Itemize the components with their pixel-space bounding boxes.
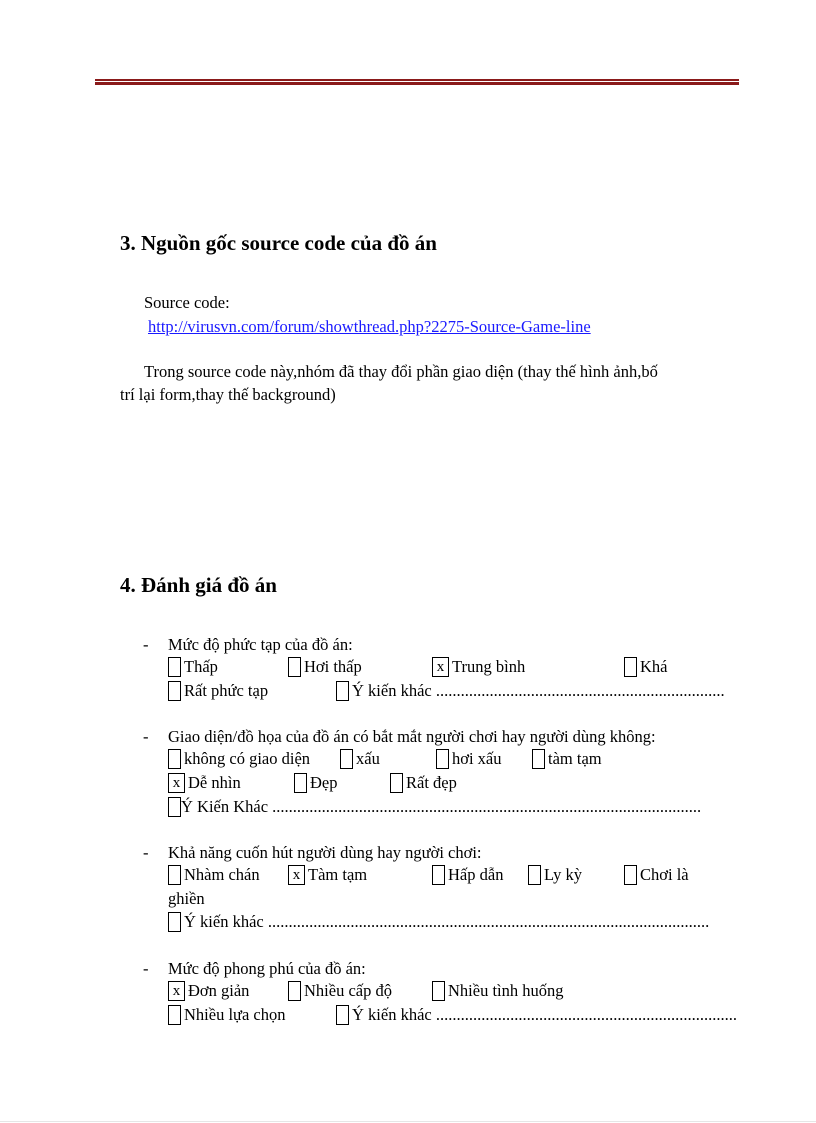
q4-option-don-gian[interactable]: x Đơn giản — [168, 980, 249, 1002]
q2-label: Giao diện/đồ họa của đồ án có bắt mắt người chơi hay người dùng không: — [168, 727, 656, 746]
checkbox[interactable] — [168, 749, 181, 769]
q2-option-dep[interactable]: Đẹp — [294, 772, 338, 794]
section3-paragraph-line2: trí lại form,thay thế background) — [120, 385, 336, 404]
checkbox[interactable]: x — [168, 773, 185, 793]
q2-option-rat-dep[interactable]: Rất đẹp — [390, 772, 457, 794]
checkbox[interactable] — [624, 657, 637, 677]
q1-option-thap[interactable]: Thấp — [168, 656, 218, 678]
q1-label: Mức độ phức tạp của đồ án: — [168, 635, 353, 654]
q1-option-rat-phuc-tap[interactable]: Rất phức tạp — [168, 680, 268, 702]
q3-option-ly-ky[interactable]: Ly kỳ — [528, 864, 582, 886]
q3-option-hap-dan[interactable]: Hấp dẫn — [432, 864, 503, 886]
checkbox[interactable] — [336, 681, 349, 701]
checkbox[interactable] — [624, 865, 637, 885]
bullet-q1: - — [143, 635, 149, 654]
q4-option-nhieu-tinh-huong[interactable]: Nhiều tình huống — [432, 980, 564, 1002]
q4-option-y-kien-khac[interactable]: Ý kiến khác ......................................................................... — [336, 1004, 737, 1026]
bullet-q4: - — [143, 959, 149, 978]
checkbox[interactable]: x — [288, 865, 305, 885]
checkbox[interactable] — [168, 681, 181, 701]
checkbox[interactable] — [340, 749, 353, 769]
q3-option-y-kien-khac[interactable]: Ý kiến khác ........................................................................................................... — [168, 911, 709, 933]
q4-label: Mức độ phong phú của đồ án: — [168, 959, 366, 978]
q3-option-tam-tam[interactable]: x Tàm tạm — [288, 864, 367, 886]
q2-option-tam-tam[interactable]: tàm tạm — [532, 748, 602, 770]
checkbox[interactable] — [168, 1005, 181, 1025]
checkbox[interactable] — [436, 749, 449, 769]
q4-option-nhieu-lua-chon[interactable]: Nhiều lựa chọn — [168, 1004, 286, 1026]
source-code-label: Source code: — [144, 293, 230, 312]
checkbox[interactable]: x — [168, 981, 185, 1001]
checkbox[interactable] — [532, 749, 545, 769]
page-bottom-edge — [0, 1121, 816, 1122]
checkbox[interactable] — [288, 981, 301, 1001]
q1-option-kha[interactable]: Khá — [624, 656, 668, 678]
source-code-link[interactable]: http://virusvn.com/forum/showthread.php?2275-Source-Game-line — [148, 317, 591, 336]
section3-heading: 3. Nguồn gốc source code của đồ án — [120, 231, 437, 255]
checkbox[interactable] — [168, 912, 181, 932]
header-rule-bottom — [95, 82, 739, 85]
q2-option-hoi-xau[interactable]: hơi xấu — [436, 748, 502, 770]
q2-option-xau[interactable]: xấu — [340, 748, 380, 770]
checkbox[interactable] — [168, 865, 181, 885]
q4-option-nhieu-cap-do[interactable]: Nhiều cấp độ — [288, 980, 392, 1002]
q2-option-de-nhin[interactable]: x Dễ nhìn — [168, 772, 241, 794]
checkbox[interactable] — [432, 865, 445, 885]
checkbox[interactable] — [390, 773, 403, 793]
checkbox[interactable] — [294, 773, 307, 793]
q1-option-hoi-thap[interactable]: Hơi thấp — [288, 656, 362, 678]
q3-option-nham-chan[interactable]: Nhàm chán — [168, 864, 260, 886]
q1-option-trung-binh[interactable]: x Trung bình — [432, 656, 525, 678]
section4-heading: 4. Đánh giá đồ án — [120, 573, 277, 597]
checkbox[interactable] — [336, 1005, 349, 1025]
q2-option-y-kien-khac[interactable]: Ý Kiến Khác ........................................................................................................ — [168, 796, 701, 818]
checkbox[interactable] — [528, 865, 541, 885]
q3-option-choi-la-ghien[interactable]: Chơi là — [624, 864, 689, 886]
checkbox[interactable] — [168, 657, 181, 677]
checkbox[interactable] — [288, 657, 301, 677]
checkbox[interactable]: x — [432, 657, 449, 677]
checkbox[interactable] — [432, 981, 445, 1001]
section3-paragraph-line1: Trong source code này,nhóm đã thay đổi phần giao diện (thay thế hình ảnh,bố — [144, 362, 658, 381]
q3-label: Khả năng cuốn hút người dùng hay người chơi: — [168, 843, 482, 862]
q2-option-khong-co-giao-dien[interactable]: không có giao diện — [168, 748, 310, 770]
header-rule-top — [95, 79, 739, 81]
checkbox[interactable] — [168, 797, 181, 817]
bullet-q2: - — [143, 727, 149, 746]
q3-wrap-text: ghiền — [168, 889, 205, 908]
q1-option-y-kien-khac[interactable]: Ý kiến khác ...................................................................... — [336, 680, 725, 702]
bullet-q3: - — [143, 843, 149, 862]
